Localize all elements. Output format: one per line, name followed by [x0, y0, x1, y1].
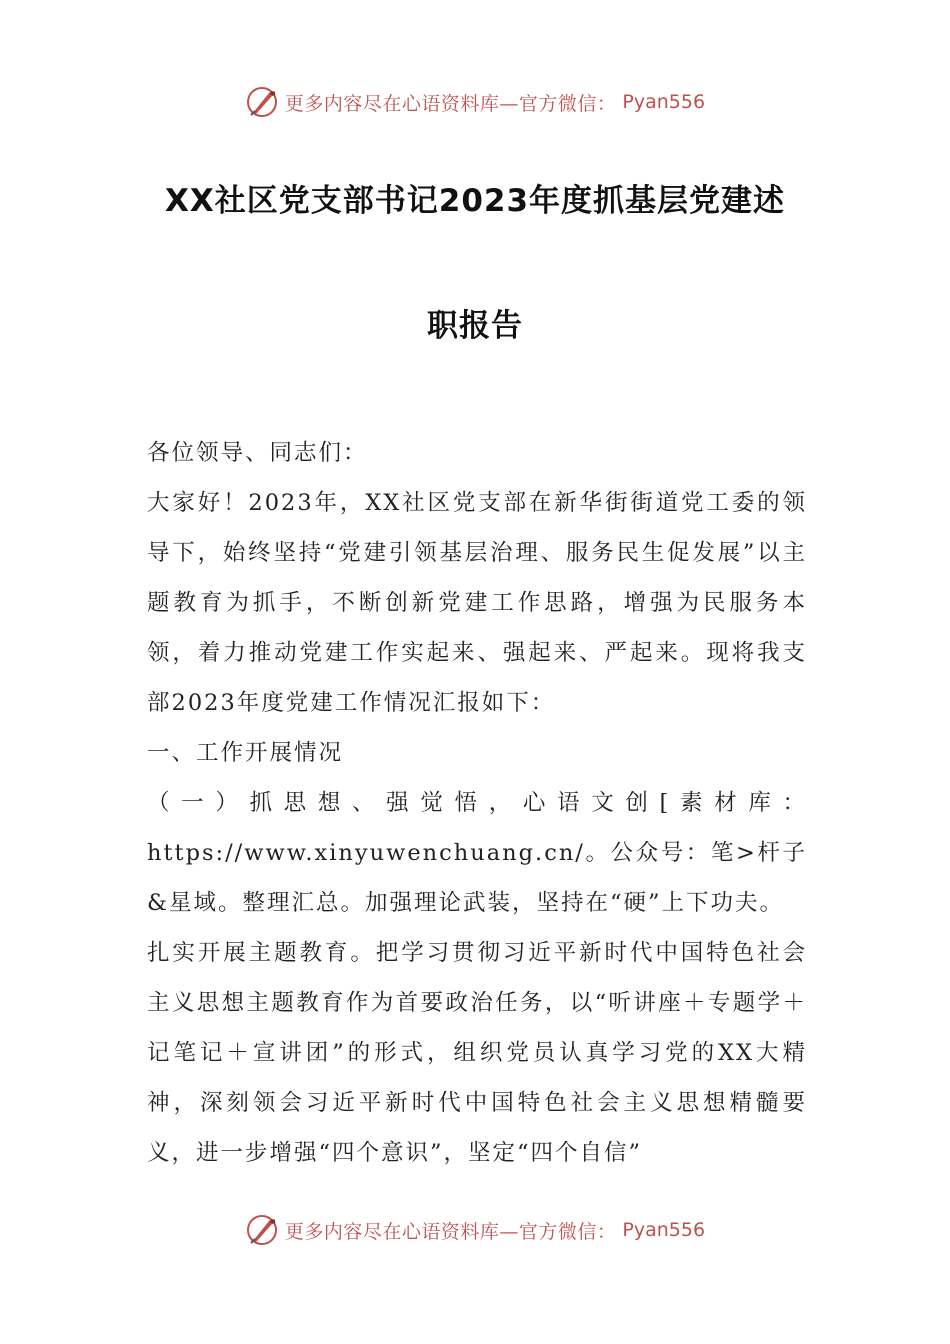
salutation: 各位领导、同志们：	[147, 440, 368, 466]
pen-feather-logo-icon	[245, 1213, 279, 1247]
document-title-line-2: 职报告	[427, 308, 523, 344]
pen-feather-logo-icon	[245, 85, 279, 119]
header-watermark-banner	[0, 82, 950, 122]
subsection-heading-1: （一）抓思想、强觉悟，心语文创[素材库：https://www.xinyuwenchuang.cn/。公众号：笔>杆子&星域。整理汇总。加强理论武装，坚持在“硬”上下功夫。	[147, 790, 807, 916]
document-body	[147, 428, 807, 1178]
paragraph-theme-education: 扎实开展主题教育。把学习贯彻习近平新时代中国特色社会主义思想主题教育作为首要政治任务，以“听讲座＋专题学＋记笔记＋宣讲团”的形式，组织党员认真学习党的XX大精神，深刻领会习近平新时代中国特色社会主义思想精髓要义，进一步增强“四个意识”，坚定“四个自信”	[147, 940, 807, 1166]
document-title-line-1: XX社区党支部书记2023年度抓基层党建述	[164, 183, 786, 219]
paragraph-opening: 大家好！2023年，XX社区党支部在新华街街道党工委的领导下，始终坚持“党建引领基层治理、服务民生促发展”以主题教育为抓手，不断创新党建工作思路，增强为民服务本领，着力推动党建工作实起来、强起来、严起来。现将我支部2023年度党建工作情况汇报如下：	[147, 490, 807, 716]
header-watermark-text: 更多内容尽在心语资料库—官方微信：	[284, 92, 617, 115]
footer-watermark-contact: Pyan556	[622, 1219, 706, 1241]
section-heading-1: 一、工作开展情况	[147, 740, 344, 766]
footer-watermark-banner	[0, 1210, 950, 1250]
footer-watermark-text: 更多内容尽在心语资料库—官方微信：	[284, 1220, 617, 1243]
header-watermark-contact: Pyan556	[622, 91, 706, 113]
